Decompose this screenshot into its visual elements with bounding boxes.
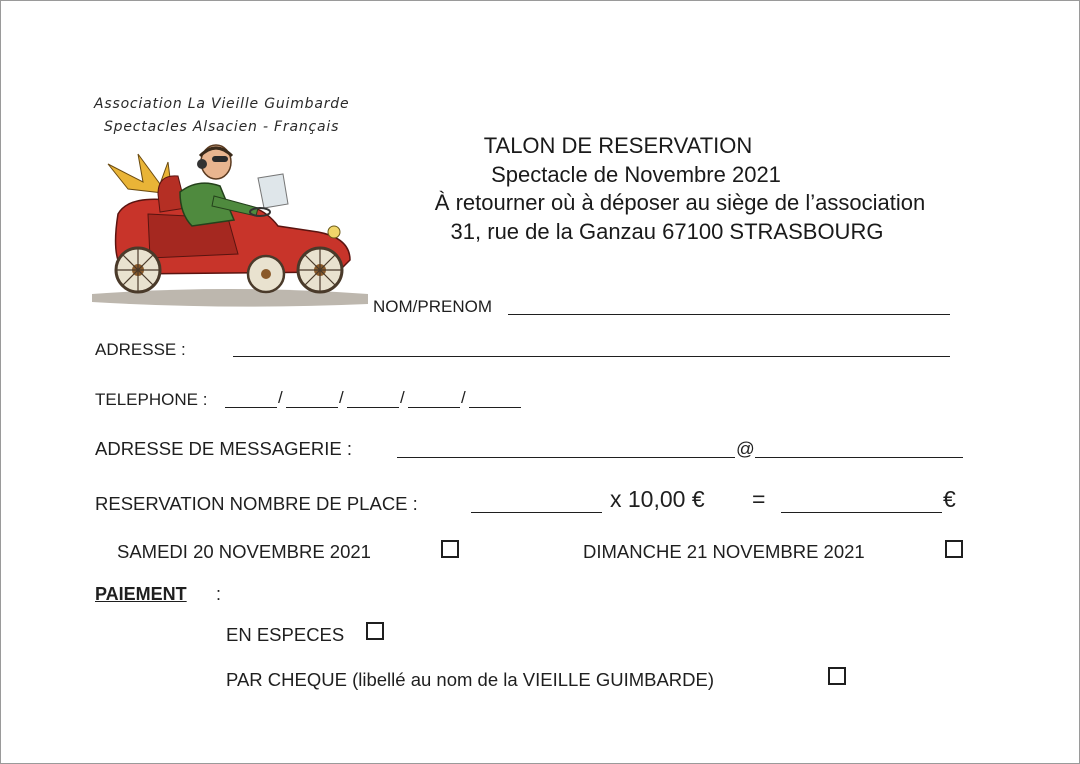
nom-prenom-label: NOM/PRENOM bbox=[373, 297, 492, 316]
email-local-field[interactable] bbox=[397, 457, 735, 458]
reservation-label: RESERVATION NOMBRE DE PLACE : bbox=[95, 493, 418, 514]
reservation-header bbox=[380, 132, 980, 246]
logo-line-1: Association La Vieille Guimbarde bbox=[94, 96, 350, 112]
cheque-checkbox[interactable] bbox=[828, 667, 846, 685]
email-at-sign: @ bbox=[736, 438, 755, 459]
telephone-field-4[interactable] bbox=[408, 407, 460, 408]
total-field[interactable] bbox=[781, 512, 942, 513]
telephone-field-5[interactable] bbox=[469, 407, 521, 408]
nom-prenom-field[interactable] bbox=[508, 314, 950, 315]
samedi-checkbox[interactable] bbox=[441, 540, 459, 558]
logo-line-2: Spectacles Alsacien - Français bbox=[104, 119, 340, 135]
email-domain-field[interactable] bbox=[755, 457, 963, 458]
association-logo bbox=[88, 92, 370, 314]
places-count-field[interactable] bbox=[471, 512, 602, 513]
telephone-separator: / bbox=[278, 388, 283, 407]
telephone-separator: / bbox=[339, 388, 344, 407]
email-label: ADRESSE DE MESSAGERIE : bbox=[95, 438, 353, 459]
dimanche-label: DIMANCHE 21 NOVEMBRE 2021 bbox=[583, 541, 865, 562]
telephone-separator: / bbox=[461, 388, 466, 407]
especes-checkbox[interactable] bbox=[366, 622, 384, 640]
header-title: TALON DE RESERVATION bbox=[483, 133, 753, 158]
telephone-field-2[interactable] bbox=[286, 407, 338, 408]
adresse-field[interactable] bbox=[233, 356, 950, 357]
telephone-field-1[interactable] bbox=[225, 407, 277, 408]
unit-price: x 10,00 € bbox=[610, 486, 705, 512]
telephone-field-3[interactable] bbox=[347, 407, 399, 408]
telephone-label: TELEPHONE : bbox=[95, 390, 208, 409]
cheque-label: PAR CHEQUE (libellé au nom de la VIEILLE GUIMBARDE) bbox=[226, 669, 715, 690]
paiement-colon: : bbox=[216, 584, 222, 604]
equals-sign: = bbox=[752, 486, 766, 512]
paiement-heading: PAIEMENT bbox=[95, 584, 187, 604]
telephone-separator: / bbox=[400, 388, 405, 407]
samedi-label: SAMEDI 20 NOVEMBRE 2021 bbox=[117, 541, 371, 562]
vintage-car-illustration bbox=[88, 134, 370, 310]
header-address: 31, rue de la Ganzau 67100 STRASBOURG bbox=[450, 218, 884, 244]
header-subtitle: Spectacle de Novembre 2021 bbox=[491, 161, 781, 187]
especes-label: EN ESPECES bbox=[226, 624, 345, 645]
adresse-label: ADRESSE : bbox=[95, 340, 186, 359]
total-currency: € bbox=[943, 486, 956, 512]
header-instruction: À retourner où à déposer au siège de l’association bbox=[434, 190, 926, 215]
dimanche-checkbox[interactable] bbox=[945, 540, 963, 558]
